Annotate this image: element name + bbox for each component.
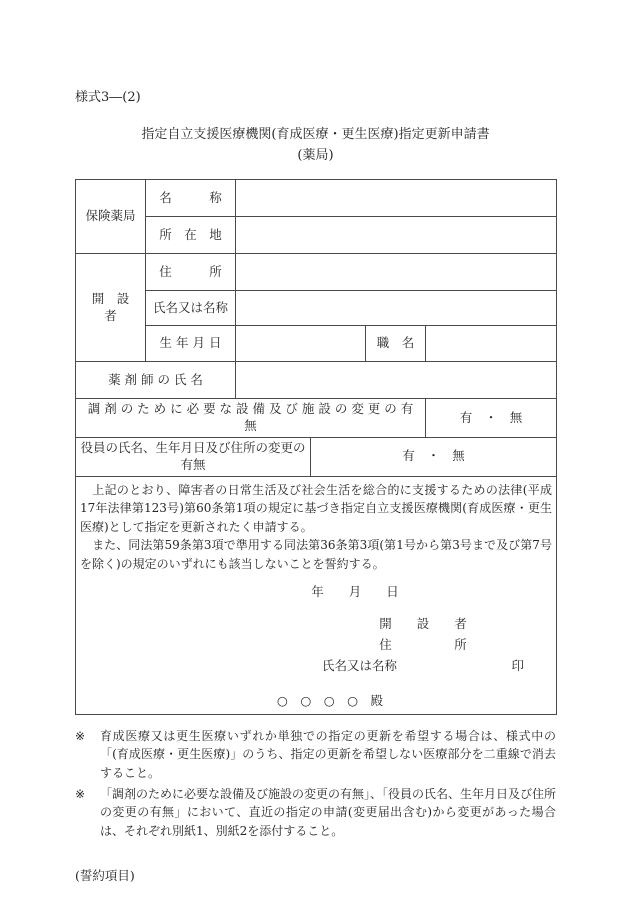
oath-items-label: (誓約項目) (75, 868, 135, 884)
note-text-2: 「調剤のために必要な設備及び施設の変更の有無」、「役員の氏名、生年月日及び住所の変更の有無」において、直近の指定の申請(変更届出含む)から変更があった場合は、それぞれ別紙1、別紙2を添付すること。 (100, 786, 557, 838)
note-text-1: 育成医療又は更生医療いずれか単独での指定の更新を希望する場合は、様式中の「(育成医療・更生医療)」のうち、指定の更新を希望しない医療部分を二重線で消去すること。 (100, 728, 556, 780)
seal-mark: 印 (511, 657, 524, 673)
founder-group-header: 開 設 者 (76, 254, 146, 362)
pharmacist-name-value-cell (236, 362, 557, 399)
note-marker-1: ※ (75, 728, 86, 743)
statement-date-line: 年 月 日 (311, 584, 399, 600)
officer-change-value: 有 ・ 無 (311, 438, 557, 477)
officer-change-label: 役員の氏名、生年月日及び住所の変更の有無 (76, 438, 311, 477)
equipment-change-value: 有 ・ 無 (426, 399, 557, 438)
signer-block (322, 614, 524, 676)
title-block (75, 125, 556, 165)
equipment-change-label: 調 剤 の た め に 必 要 な 設 備 及 び 施 設 の 変 更 の 有 無 (76, 399, 426, 438)
signer-name-line (322, 656, 524, 677)
pharmacy-name-label: 名 称 (146, 180, 236, 217)
job-title-label: 職 名 (366, 326, 426, 362)
note-item-2 (75, 785, 556, 841)
job-title-value-cell (426, 326, 557, 362)
founder-residence-label: 住 所 (146, 254, 236, 291)
pharmacy-address-label: 所 在 地 (146, 217, 236, 254)
signer-name-label: 氏名又は名称 (322, 657, 398, 673)
founder-birthdate-label: 生 年 月 日 (146, 326, 236, 362)
pharmacist-name-label: 薬 剤 師 の 氏 名 (76, 362, 236, 399)
statement-paragraph-2: また、同法第59条第3項で準用する同法第36条第3項(第1号から第3号まで及び第7号を除く)の規定のいずれにも該当しないことを誓約する。 (80, 538, 552, 571)
note-marker-2: ※ (75, 786, 86, 801)
pharmacy-address-value-cell (236, 217, 557, 254)
pharmacy-name-value-cell (236, 180, 557, 217)
founder-birthdate-value-cell (236, 326, 366, 362)
statement-cell (76, 476, 557, 714)
founder-name-value-cell (236, 291, 557, 326)
form-subtitle: (薬局) (297, 147, 334, 163)
addressee-line: ○ ○ ○ ○ 殿 (276, 693, 384, 709)
pharmacy-group-header: 保険薬局 (76, 180, 146, 254)
signer-address-line: 住 所 (379, 636, 467, 652)
founder-residence-value-cell (236, 254, 557, 291)
form-title: 指定自立支援医療機関(育成医療・更生医療)指定更新申請書 (141, 127, 490, 142)
founder-name-label: 氏名又は名称 (146, 291, 236, 326)
form-number: 様式3―(2) (75, 90, 141, 105)
notes-section (75, 727, 556, 841)
statement-paragraph-1: 上記のとおり、障害者の日常生活及び社会生活を総合的に支援するための法律(平成17年法律第123号)第60条第1項の規定に基づき指定自立支援医療機関(育成医療・更生医療)として指定を更新されたく申請する。 (80, 482, 552, 534)
note-item-1 (75, 727, 556, 783)
signer-role-line: 開 設 者 (379, 616, 467, 632)
application-table (75, 179, 557, 715)
